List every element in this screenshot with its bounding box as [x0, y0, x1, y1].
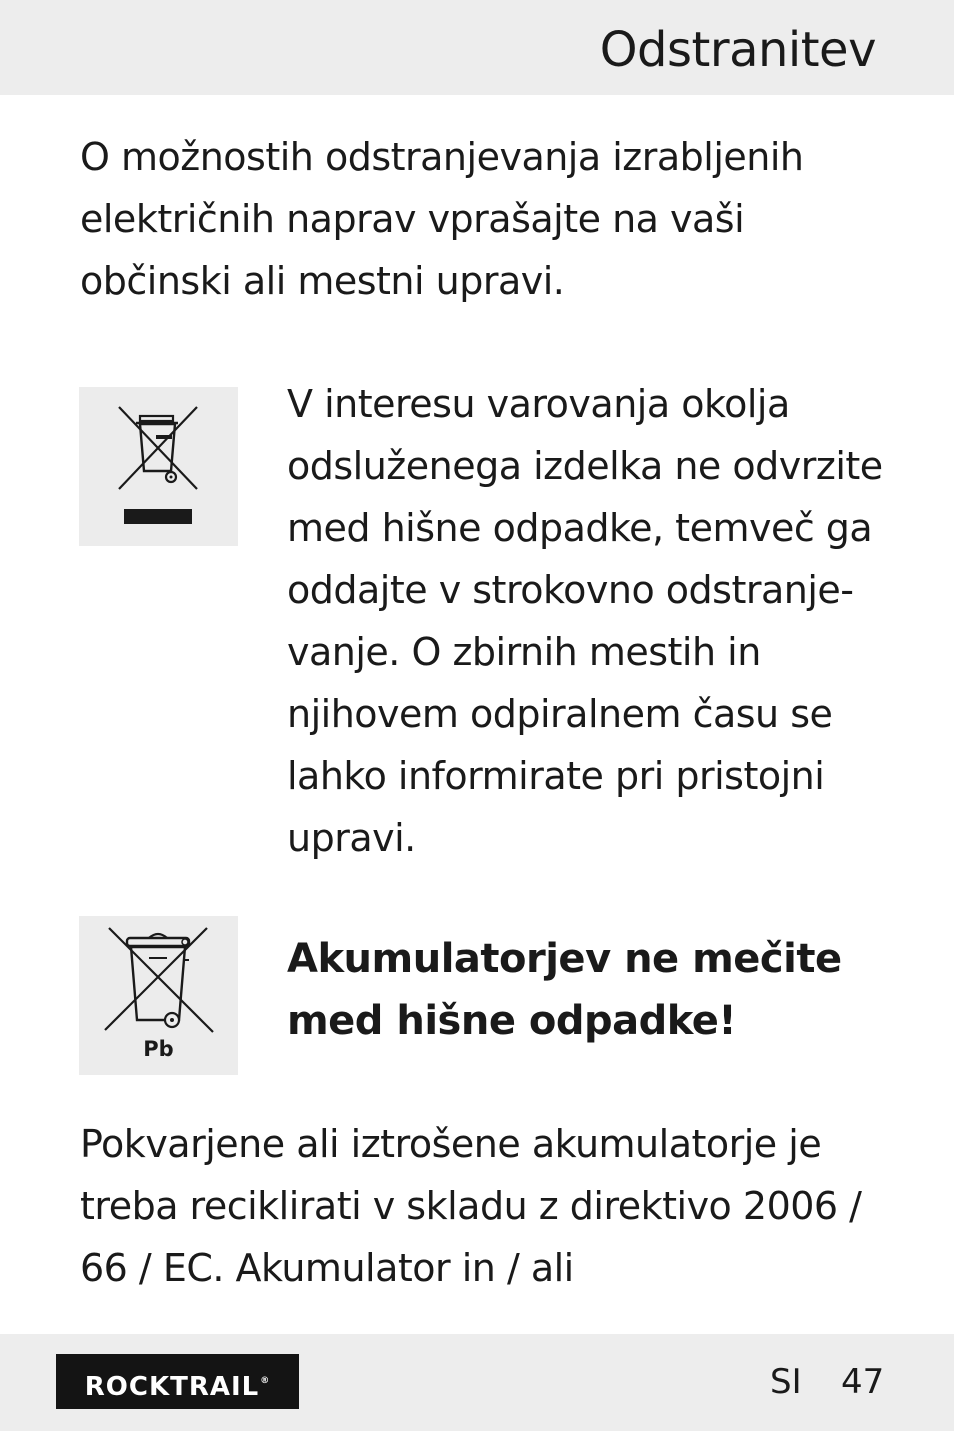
registered-mark: ® [260, 1376, 271, 1386]
intro-paragraph: O možnostih odstranjevanja izrabljenih električnih naprav vprašajte na vaši občinski ali mestni upravi. [80, 135, 804, 303]
page-header [0, 0, 954, 95]
battery-paragraph: Pokvarjene ali iztrošene akumulatorje je treba reciklirati v skladu z direktivo 2006 / 66 / EC. Akumulator in / ali [80, 1122, 862, 1290]
language-code: SI [770, 1362, 802, 1402]
crossed-out-wheelie-bin-icon [79, 387, 238, 546]
pb-label: Pb [143, 1037, 174, 1061]
page-footer [0, 1334, 954, 1431]
battery-warning-heading: Akumulatorjev ne mečite med hišne odpadke! [287, 936, 842, 1044]
page-number: 47 [841, 1362, 885, 1402]
environment-paragraph: V interesu varovanja okolja odsluženega izdelka ne odvrzite med hišne odpadke, temveč ga oddajte v strokovno odstranje-vanje. O zbirnih mestih in njihovem odpiralnem času se lahko informirate pri pristojni upravi. [287, 382, 883, 860]
brand-logo [56, 1354, 299, 1409]
brand-name: ROCKTRAIL [84, 1372, 260, 1402]
weee-symbol [79, 387, 238, 546]
section-title: Odstranitev [599, 22, 876, 78]
battery-disposal-symbol [79, 916, 238, 1075]
